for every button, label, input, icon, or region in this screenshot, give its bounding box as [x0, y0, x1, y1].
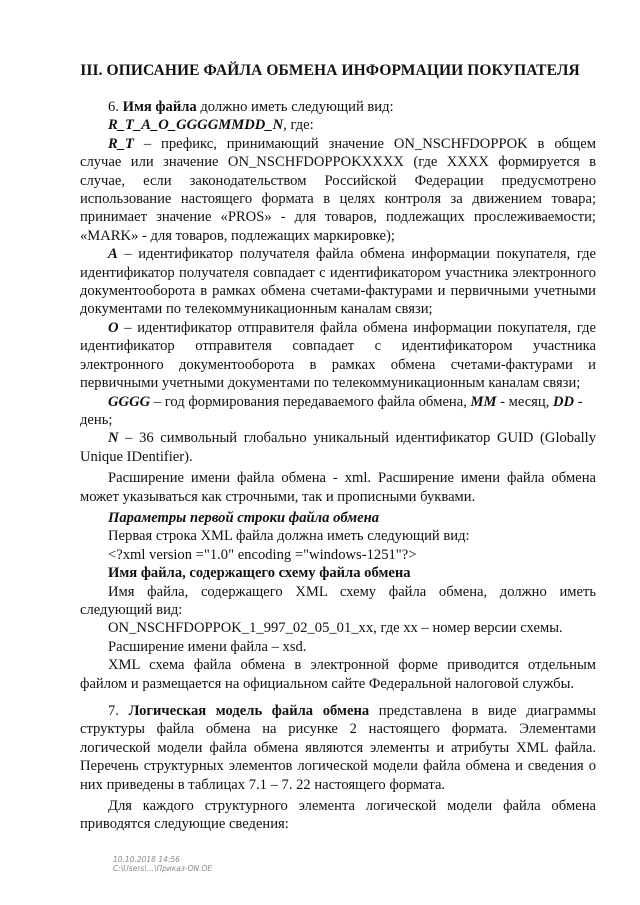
- first-line-heading: Параметры первой строки файла обмена: [108, 509, 380, 526]
- item-7-paragraph: [80, 702, 596, 794]
- def-key: A: [108, 246, 118, 263]
- def-key: O: [108, 319, 119, 336]
- xml-declaration: <?xml version ="1.0" encoding ="windows-1251"?>: [108, 546, 417, 563]
- def-sender: [80, 319, 596, 393]
- def-text: - месяц,: [496, 393, 553, 410]
- item-6-intro: [80, 98, 596, 116]
- item-number: 6.: [108, 99, 123, 115]
- def-recipient: [80, 245, 596, 319]
- def-text: – идентификатор отправителя файла обмена информации покупателя, где идентификатор отправителя совпадает с идентификатором участника электронного документооборота в рамках обмена счетами-фактурами и первичными учетными документами по телекоммуникационным каналам связи;: [80, 319, 596, 392]
- pattern-tail: , где:: [283, 117, 314, 134]
- schema-name-text: Имя файла, содержащего XML схему файла обмена, должно иметь следующий вид:: [80, 583, 596, 618]
- print-stamp: [113, 855, 212, 873]
- item-7-heading: Логическая модель файла обмена: [128, 703, 370, 719]
- def-guid: [80, 429, 596, 466]
- schema-file-name: ON_NSCHFDOPPOK_1_997_02_05_01_xx, где хх – номер версии схемы.: [108, 620, 563, 637]
- def-key: MM: [470, 393, 497, 410]
- item-7-next-paragraph: Для каждого структурного элемента логической модели файла обмена приводятся следующие сведения:: [80, 798, 596, 833]
- file-extension-paragraph: Расширение имени файла обмена - xml. Расширение имени файла обмена может указываться как строчными, так и прописными буквами.: [80, 470, 596, 505]
- def-key: GGGG: [108, 393, 151, 410]
- schema-publication: XML схема файла обмена в электронной форме приводится отдельным файлом и размещается на официальном сайте Федеральной налоговой службы.: [80, 657, 596, 692]
- def-date: [80, 393, 596, 430]
- def-key: DD: [553, 393, 575, 410]
- stamp-path: С:\Users\...\Приказ-ON.ОЕ: [113, 864, 213, 873]
- section-title: III. ОПИСАНИЕ ФАЙЛА ОБМЕНА ИНФОРМАЦИИ ПОКУПАТЕЛЯ: [80, 62, 580, 79]
- def-text: – год формирования передаваемого файла обмена,: [150, 393, 471, 410]
- def-text: – 36 символьный глобально уникальный идентификатор GUID (Globally Unique IDentifier).: [80, 430, 596, 465]
- file-name-pattern: R_T_A_O_GGGGMMDD_N: [108, 117, 284, 134]
- schema-heading: Имя файла, содержащего схему файла обмена: [108, 565, 411, 582]
- def-prefix: [80, 135, 596, 245]
- file-name-pattern-line: [80, 116, 596, 134]
- document-body: [80, 98, 596, 834]
- def-key: N: [108, 430, 119, 447]
- def-text: – идентификатор получателя файла обмена информации покупателя, где идентификатор получателя совпадает с идентификатором участника электронного документооборота в рамках обмена счетами-фактурами и первичными учетными документами по телекоммуникационным каналам связи;: [80, 246, 596, 318]
- first-line-text: Первая строка XML файла должна иметь следующий вид:: [108, 528, 470, 545]
- item-number: 7.: [108, 703, 129, 719]
- def-text: - день;: [80, 393, 583, 428]
- stamp-date: 10.10.2018 14:56: [113, 855, 180, 864]
- schema-extension: Расширение имени файла – xsd.: [108, 638, 307, 655]
- item-6-intro-text: должно иметь следующий вид:: [196, 99, 394, 115]
- item-7-text: представлена в виде диаграммы структуры файла обмена на рисунке 2 настоящего формата. Элементами логической модели файла обмена являются элементы и атрибуты XML файла. Перечень структурных элементов логической модели файла обмена и сведения о них приведены в таблицах 7.1 – 7. 22 настоящего формата.: [80, 703, 596, 793]
- item-6-heading: Имя файла: [122, 99, 197, 115]
- def-key: R_T: [108, 135, 134, 152]
- def-text: – префикс, принимающий значение ON_NSCHFDOPPOK в общем случае или значение ON_NSCHFDOPPOKXXXX (где XXXX формируется в случае, если законодательством Российской Федерации предусмотрено использование настоящего формата в целях контроля за движением товара; принимает значение «PROS» - для товаров, подлежащих прослеживаемости; «MARK» - для товаров, подлежащих маркировке);: [80, 135, 596, 244]
